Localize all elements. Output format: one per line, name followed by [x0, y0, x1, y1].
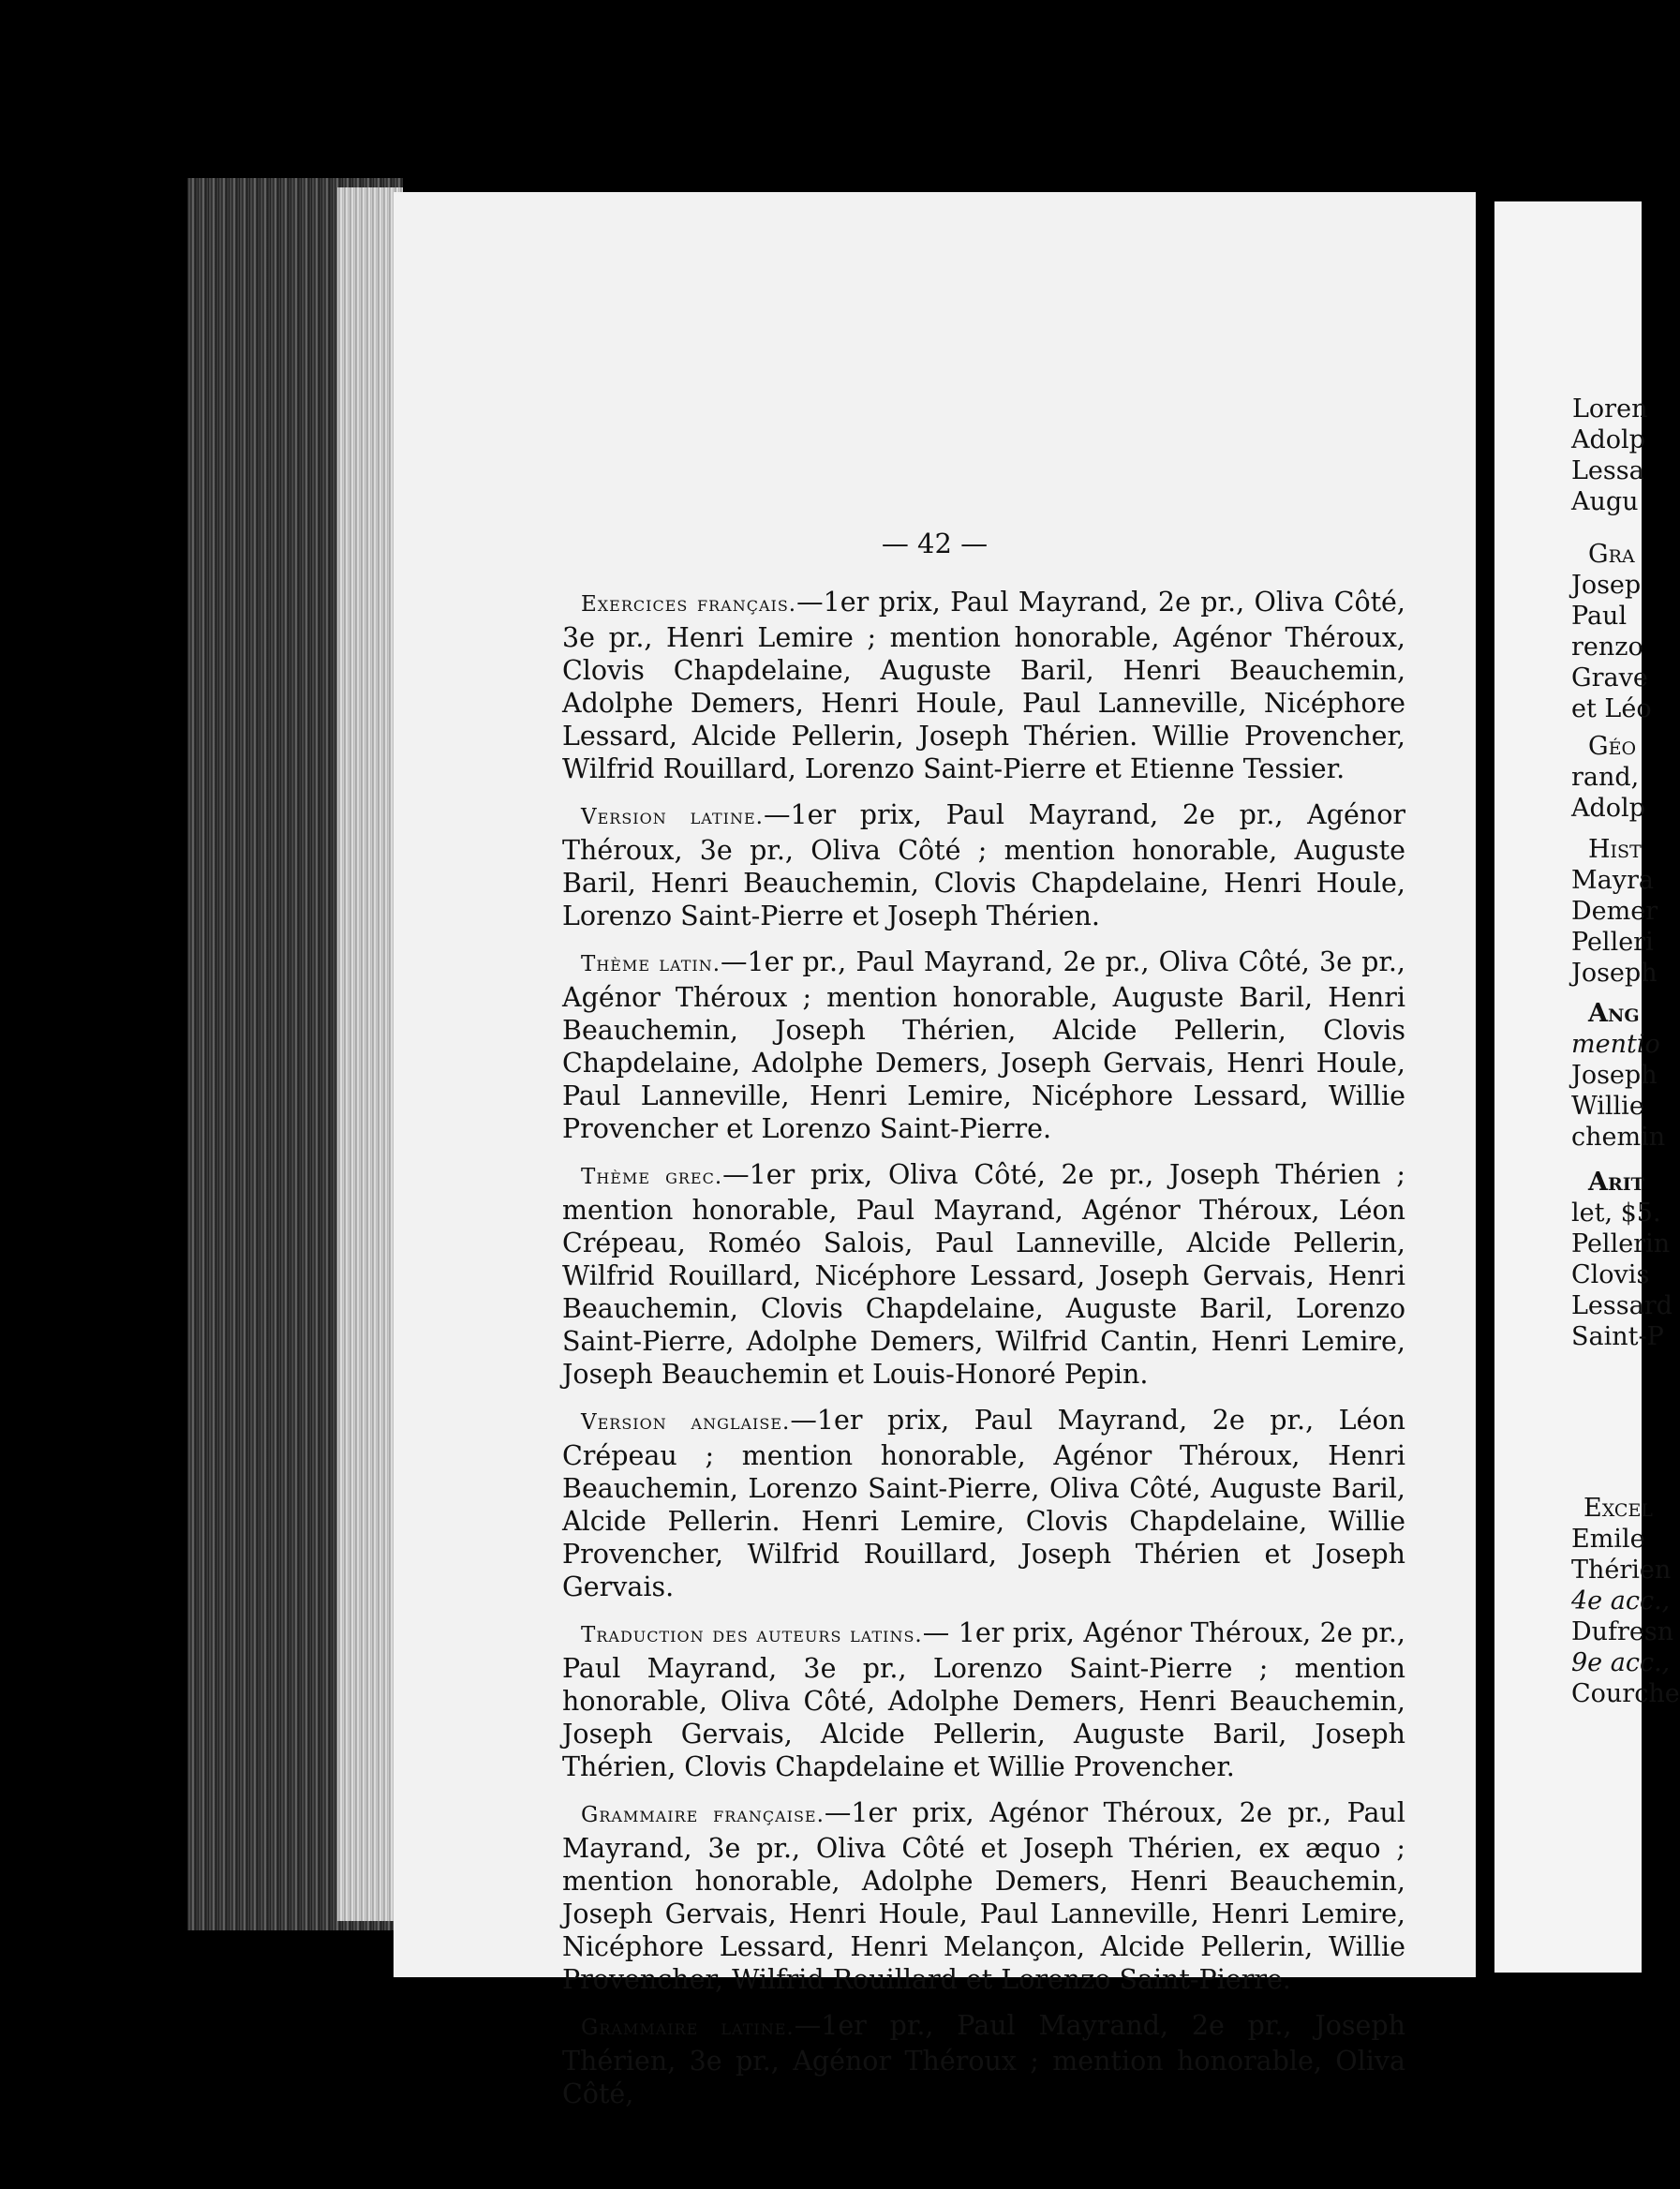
edge-line: Thérien: [1571, 1556, 1672, 1585]
edge-line: Géo: [1588, 732, 1637, 761]
section-paragraph: [562, 1616, 1405, 1783]
edge-line: Saint-P: [1571, 1322, 1664, 1351]
edge-line: 9e acc.,: [1571, 1648, 1671, 1677]
edge-line: et Léo: [1571, 694, 1652, 723]
edge-line: Excel: [1583, 1494, 1653, 1523]
edge-line: Joseph: [1571, 1061, 1658, 1090]
edge-line: Clovis: [1571, 1260, 1650, 1289]
right-page-block: [1494, 539, 1652, 724]
edge-line: Joseph: [1571, 959, 1658, 988]
section-text: — 1er prix, Agénor Théroux, 2e pr., Paul Mayrand, 3e pr., Lorenzo Saint-Pierre ; mention honorable, Oliva Côté, Adolphe Demers, Henri Beauchemin, Joseph Gervais, Alcide Pellerin, Auguste Baril, Joseph Thérien, Clovis Chapdelaine et Willie Provencher.: [562, 1617, 1405, 1782]
edge-line: Lessa: [1571, 456, 1644, 485]
section-heading: Version latine.: [581, 805, 764, 829]
right-page-edge: [1494, 201, 1680, 1973]
section-paragraph: [562, 586, 1405, 785]
left-page: [394, 192, 1476, 2109]
section-paragraph: [562, 1404, 1405, 1603]
edge-line: Demer: [1571, 897, 1658, 926]
page-number: — 42 —: [881, 528, 989, 559]
section-paragraph: [562, 1796, 1405, 1996]
section-paragraph: [562, 1158, 1405, 1391]
prize-list: [562, 586, 1405, 2123]
right-page-block: [1494, 394, 1647, 517]
section-text: —1er prix, Paul Mayrand, 2e pr., Agénor Théroux, 3e pr., Oliva Côté ; mention honorable, Auguste Baril, Henri Beauchemin, Clovis Chapdelaine, Henri Houle, Lorenzo Saint-Pierre et Joseph Thérien.: [562, 799, 1405, 931]
edge-line: Arit: [1588, 1168, 1644, 1197]
edge-line: mentio: [1571, 1030, 1660, 1059]
right-page-block: [1494, 1493, 1680, 1709]
edge-line: Gra: [1588, 540, 1635, 569]
edge-line: rand,: [1571, 763, 1640, 792]
right-page-block: [1494, 834, 1658, 989]
section-text: —1er prix, Agénor Théroux, 2e pr., Paul Mayrand, 3e pr., Oliva Côté et Joseph Thérien, ex æquo ; mention honorable, Adolphe Demers, Henri Beauchemin, Joseph Gervais, Henri Houle, Paul Lanneville, Henri Lemire, Nicéphore Lessard, Henri Melançon, Alcide Pellerin, Willie Provencher, Wilfrid Rouillard et Lorenzo Saint-Pierre.: [562, 1797, 1405, 1995]
section-text: —1er prix, Paul Mayrand, 2e pr., Oliva Côté, 3e pr., Henri Lemire ; mention honorable, Agénor Théroux, Clovis Chapdelaine, Auguste Baril, Henri Beauchemin, Adolphe Demers, Henri Houle, Paul Lanneville, Nicéphore Lessard, Alcide Pellerin, Joseph Thérien. Willie Provencher, Wilfrid Rouillard, Lorenzo Saint-Pierre et Etienne Tessier.: [562, 587, 1405, 784]
edge-line: chemin: [1571, 1123, 1666, 1152]
section-heading: Exercices français.: [581, 592, 797, 617]
section-paragraph: [562, 798, 1405, 932]
edge-line: Courche: [1571, 1679, 1680, 1708]
edge-line: 4e acc.,: [1571, 1586, 1671, 1616]
section-paragraph: [562, 946, 1405, 1145]
right-page-block: [1494, 1167, 1673, 1352]
edge-line: let, $5.: [1571, 1199, 1661, 1228]
edge-line: Paul: [1571, 602, 1628, 631]
edge-line: Hist: [1588, 835, 1642, 864]
edge-line: Grave: [1571, 663, 1648, 692]
edge-line: Pelleri: [1571, 928, 1654, 957]
right-page-block: [1494, 998, 1665, 1153]
edge-line: Ang: [1588, 999, 1640, 1028]
edge-line: Pellerin: [1571, 1229, 1671, 1258]
edge-line: Lessard: [1571, 1291, 1673, 1320]
edge-line: Augu: [1571, 487, 1639, 516]
edge-line: Josep: [1571, 571, 1642, 600]
section-text: —1er prix, Oliva Côté, 2e pr., Joseph Thérien ; mention honorable, Paul Mayrand, Agénor Théroux, Léon Crépeau, Roméo Salois, Paul Lanneville, Alcide Pellerin, Wilfrid Rouillard, Nicéphore Lessard, Joseph Gervais, Henri Beauchemin, Clovis Chapdelaine, Auguste Baril, Lorenzo Saint-Pierre, Adolphe Demers, Wilfrid Cantin, Henri Lemire, Joseph Beauchemin et Louis-Honoré Pepin.: [562, 1159, 1405, 1390]
section-heading: Traduction des auteurs latins.: [581, 1623, 923, 1647]
edge-line: Adolp: [1571, 425, 1645, 454]
edge-line: Adolp: [1571, 794, 1645, 823]
edge-line: Mayra: [1571, 866, 1655, 895]
edge-line: Emile: [1571, 1525, 1645, 1554]
section-text: —1er pr., Paul Mayrand, 2e pr., Joseph Thérien, 3e pr., Agénor Théroux ; mention honorable, Oliva Côté,: [562, 2010, 1405, 2109]
section-paragraph: [562, 2009, 1405, 2110]
section-heading: Version anglaise.: [581, 1410, 791, 1435]
section-text: —1er pr., Paul Mayrand, 2e pr., Oliva Côté, 3e pr., Agénor Théroux ; mention honorable, Auguste Baril, Henri Beauchemin, Joseph Thérien, Alcide Pellerin, Clovis Chapdelaine, Adolphe Demers, Joseph Gervais, Henri Houle, Paul Lanneville, Henri Lemire, Nicéphore Lessard, Willie Provencher et Lorenzo Saint-Pierre.: [562, 946, 1405, 1144]
edge-line: Dufresn: [1571, 1617, 1674, 1646]
edge-line: Loren: [1572, 395, 1648, 424]
section-heading: Thème grec.: [581, 1165, 723, 1189]
right-page-block: [1494, 731, 1645, 824]
edge-line: renzo: [1571, 633, 1643, 662]
section-heading: Grammaire française.: [581, 1803, 825, 1827]
section-heading: Thème latin.: [581, 952, 721, 976]
section-text: —1er prix, Paul Mayrand, 2e pr., Léon Crépeau ; mention honorable, Agénor Théroux, Henri Beauchemin, Lorenzo Saint-Pierre, Oliva Côté, Auguste Baril, Alcide Pellerin. Henri Lemire, Clovis Chapdelaine, Willie Provencher, Wilfrid Rouillard, Joseph Thérien et Joseph Gervais.: [562, 1405, 1405, 1602]
section-heading: Grammaire latine.: [581, 2016, 795, 2040]
edge-line: Willie: [1571, 1092, 1644, 1121]
